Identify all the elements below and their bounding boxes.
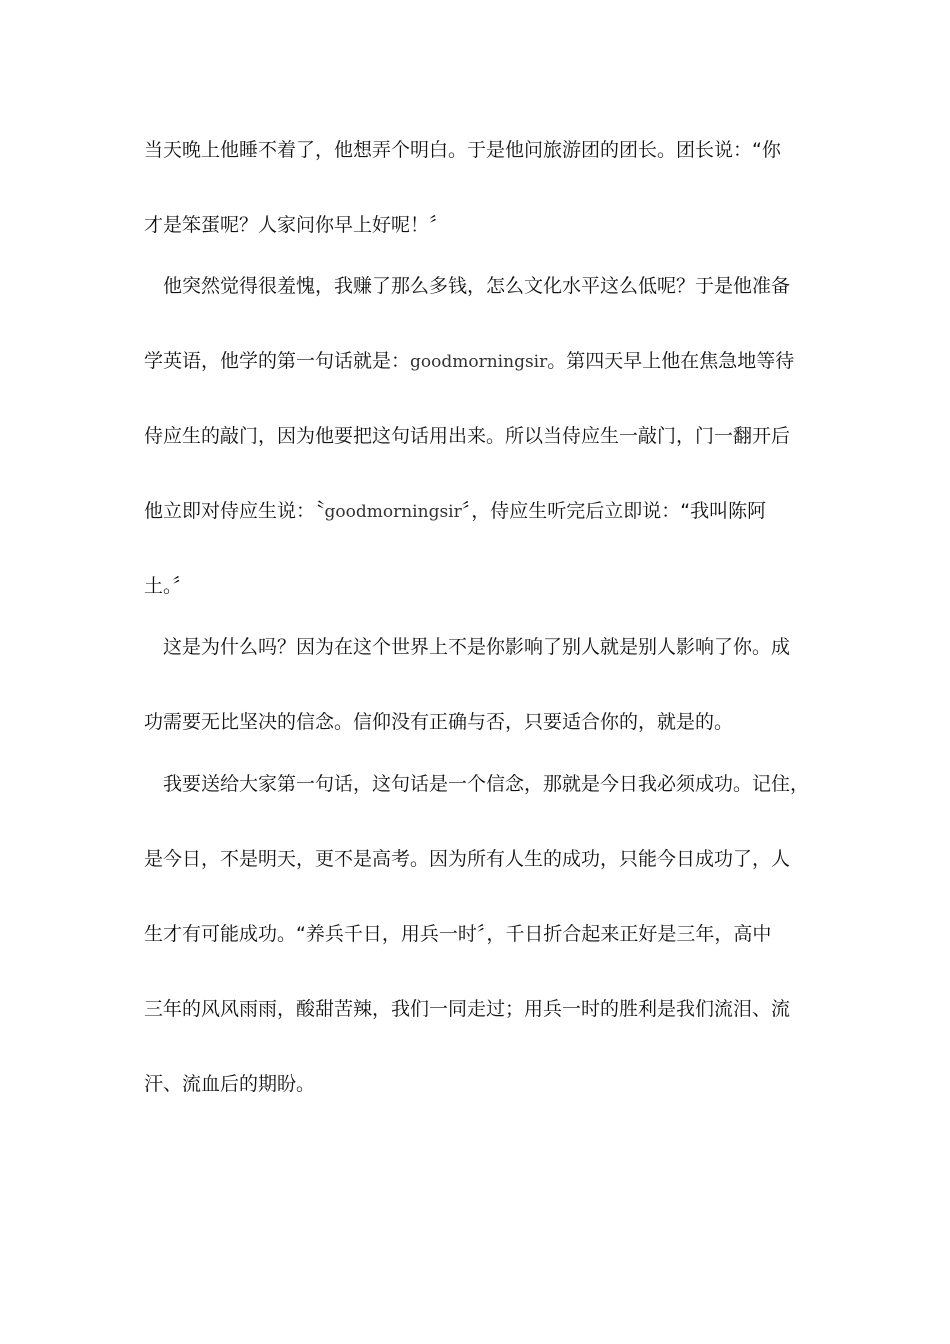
- text-segment: 学英语，他学的第一句话就是：: [144, 350, 411, 372]
- paragraph-first-line: 这是为什么吗？因为在这个世界上不是你影响了别人就是别人影响了你。成: [163, 636, 791, 658]
- english-phrase: goodmorningsir: [410, 352, 548, 372]
- text-line: 当天晚上他睡不着了，他想弄个明白。于是他问旅游团的团长。团长说：“你: [144, 139, 781, 161]
- paragraph-first-line: 我要送给大家第一句话，这句话是一个信念，那就是今日我必须成功。记住，: [163, 773, 810, 795]
- text-segment: 。第四天早上他在焦急地等待: [547, 350, 795, 372]
- english-phrase: goodmorningsir: [324, 502, 462, 522]
- paragraph-first-line: 他突然觉得很羞愧，我赚了那么多钱，怎么文化水平这么低呢？于是他准备: [163, 275, 791, 297]
- text-line: 功需要无比坚决的信念。信仰没有正确与否，只要适合你的，就是的。: [144, 711, 734, 733]
- text-line: 土。〞: [144, 575, 192, 597]
- text-segment: 〞，侍应生听完后立即说：“我叫陈阿: [461, 500, 767, 522]
- text-line: 汗、流血后的期盼。: [144, 1073, 316, 1095]
- text-line: [144, 347, 794, 376]
- text-line: 生才有可能成功。“养兵千日，用兵一时〞，千日折合起来正好是三年，高中: [144, 923, 772, 945]
- text-segment: 他立即对侍应生说：〝: [144, 500, 325, 522]
- text-line: 是今日，不是明天，更不是高考。因为所有人生的成功，只能今日成功了，人: [144, 848, 791, 870]
- text-line: 才是笨蛋呢？人家问你早上好呢！〞: [144, 214, 449, 236]
- text-line: 三年的风风雨雨，酸甜苦辣，我们一同走过；用兵一时的胜利是我们流泪、流: [144, 998, 791, 1020]
- text-line: 侍应生的敲门，因为他要把这句话用出来。所以当侍应生一敲门，门一翻开后: [144, 425, 791, 447]
- text-line: [144, 497, 766, 526]
